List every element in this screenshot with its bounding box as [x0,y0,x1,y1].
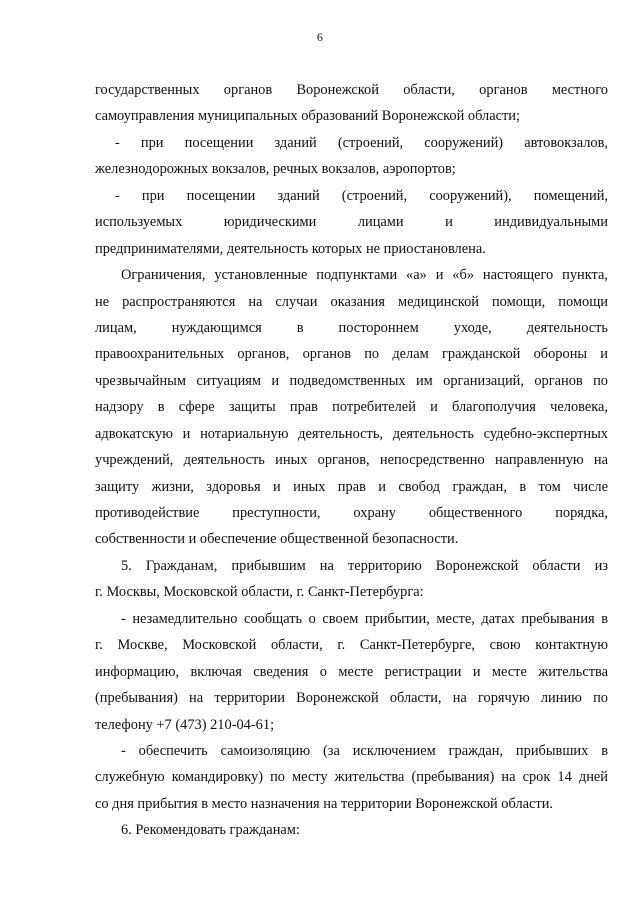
text-line: железнодорожных вокзалов, речных вокзалов, аэропортов; [95,161,456,178]
text-line: служебную командировку) по месту жительства (пребывания) на срок 14 дней [95,769,608,786]
text-line: учреждений, деятельность иных органов, непосредственно направленную на [95,452,608,469]
text-line: - при посещении зданий (строений, сооружений) автовокзалов, [115,134,608,151]
text-line: - обеспечить самоизоляцию (за исключением граждан, прибывших в [121,742,608,759]
text-line: защиту жизни, здоровья и иных прав и свобод граждан, в том числе [95,478,608,495]
text-line: правоохранительных органов, органов по делам гражданской обороны и [95,346,608,363]
text-line: - незамедлительно сообщать о своем прибытии, месте, датах пребывания в [121,610,608,627]
text-line: телефону +7 (473) 210-04-61; [95,716,275,733]
document-body [95,77,608,844]
text-line: чрезвычайным ситуациям и подведомственных им организаций, органов по [95,372,608,389]
text-line: адвокатскую и нотариальную деятельность, деятельность судебно-экспертных [95,425,608,442]
text-line: самоуправления муниципальных образований Воронежской области; [95,108,520,125]
text-line: лицам, нуждающимся в постороннем уходе, деятельность [95,319,608,336]
text-line: не распространяются на случаи оказания медицинской помощи, помощи [95,293,608,310]
text-line: государственных органов Воронежской области, органов местного [95,82,608,98]
text-line: предпринимателями, деятельность которых не приостановлена. [95,240,486,257]
text-line: - при посещении зданий (строений, сооружений), помещений, [115,187,608,204]
text-line: Ограничения, установленные подпунктами «а» и «б» настоящего пункта, [121,267,608,284]
text-line: надзору в сфере защиты прав потребителей и благополучия человека, [95,399,608,416]
text-line: г. Москве, Московской области, г. Санкт-Петербурге, свою контактную [95,637,608,654]
text-line: г. Москвы, Московской области, г. Санкт-Петербурга: [95,584,424,601]
text-line: 6. Рекомендовать гражданам: [121,822,300,839]
text-line: используемых юридическими лицами и индивидуальными [95,214,608,231]
text-line: информацию, включая сведения о месте регистрации и месте жительства [95,663,608,680]
text-line: (пребывания) на территории Воронежской области, на горячую линию по [95,690,608,707]
text-line: противодействие преступности, охрану общественного порядка, [95,505,608,521]
text-line: со дня прибытия в место назначения на территории Воронежской области. [95,795,554,812]
page-number: 6 [316,30,324,44]
text-line: 5. Гражданам, прибывшим на территорию Воронежской области из [121,557,608,574]
text-line: собственности и обеспечение общественной безопасности. [95,531,459,548]
